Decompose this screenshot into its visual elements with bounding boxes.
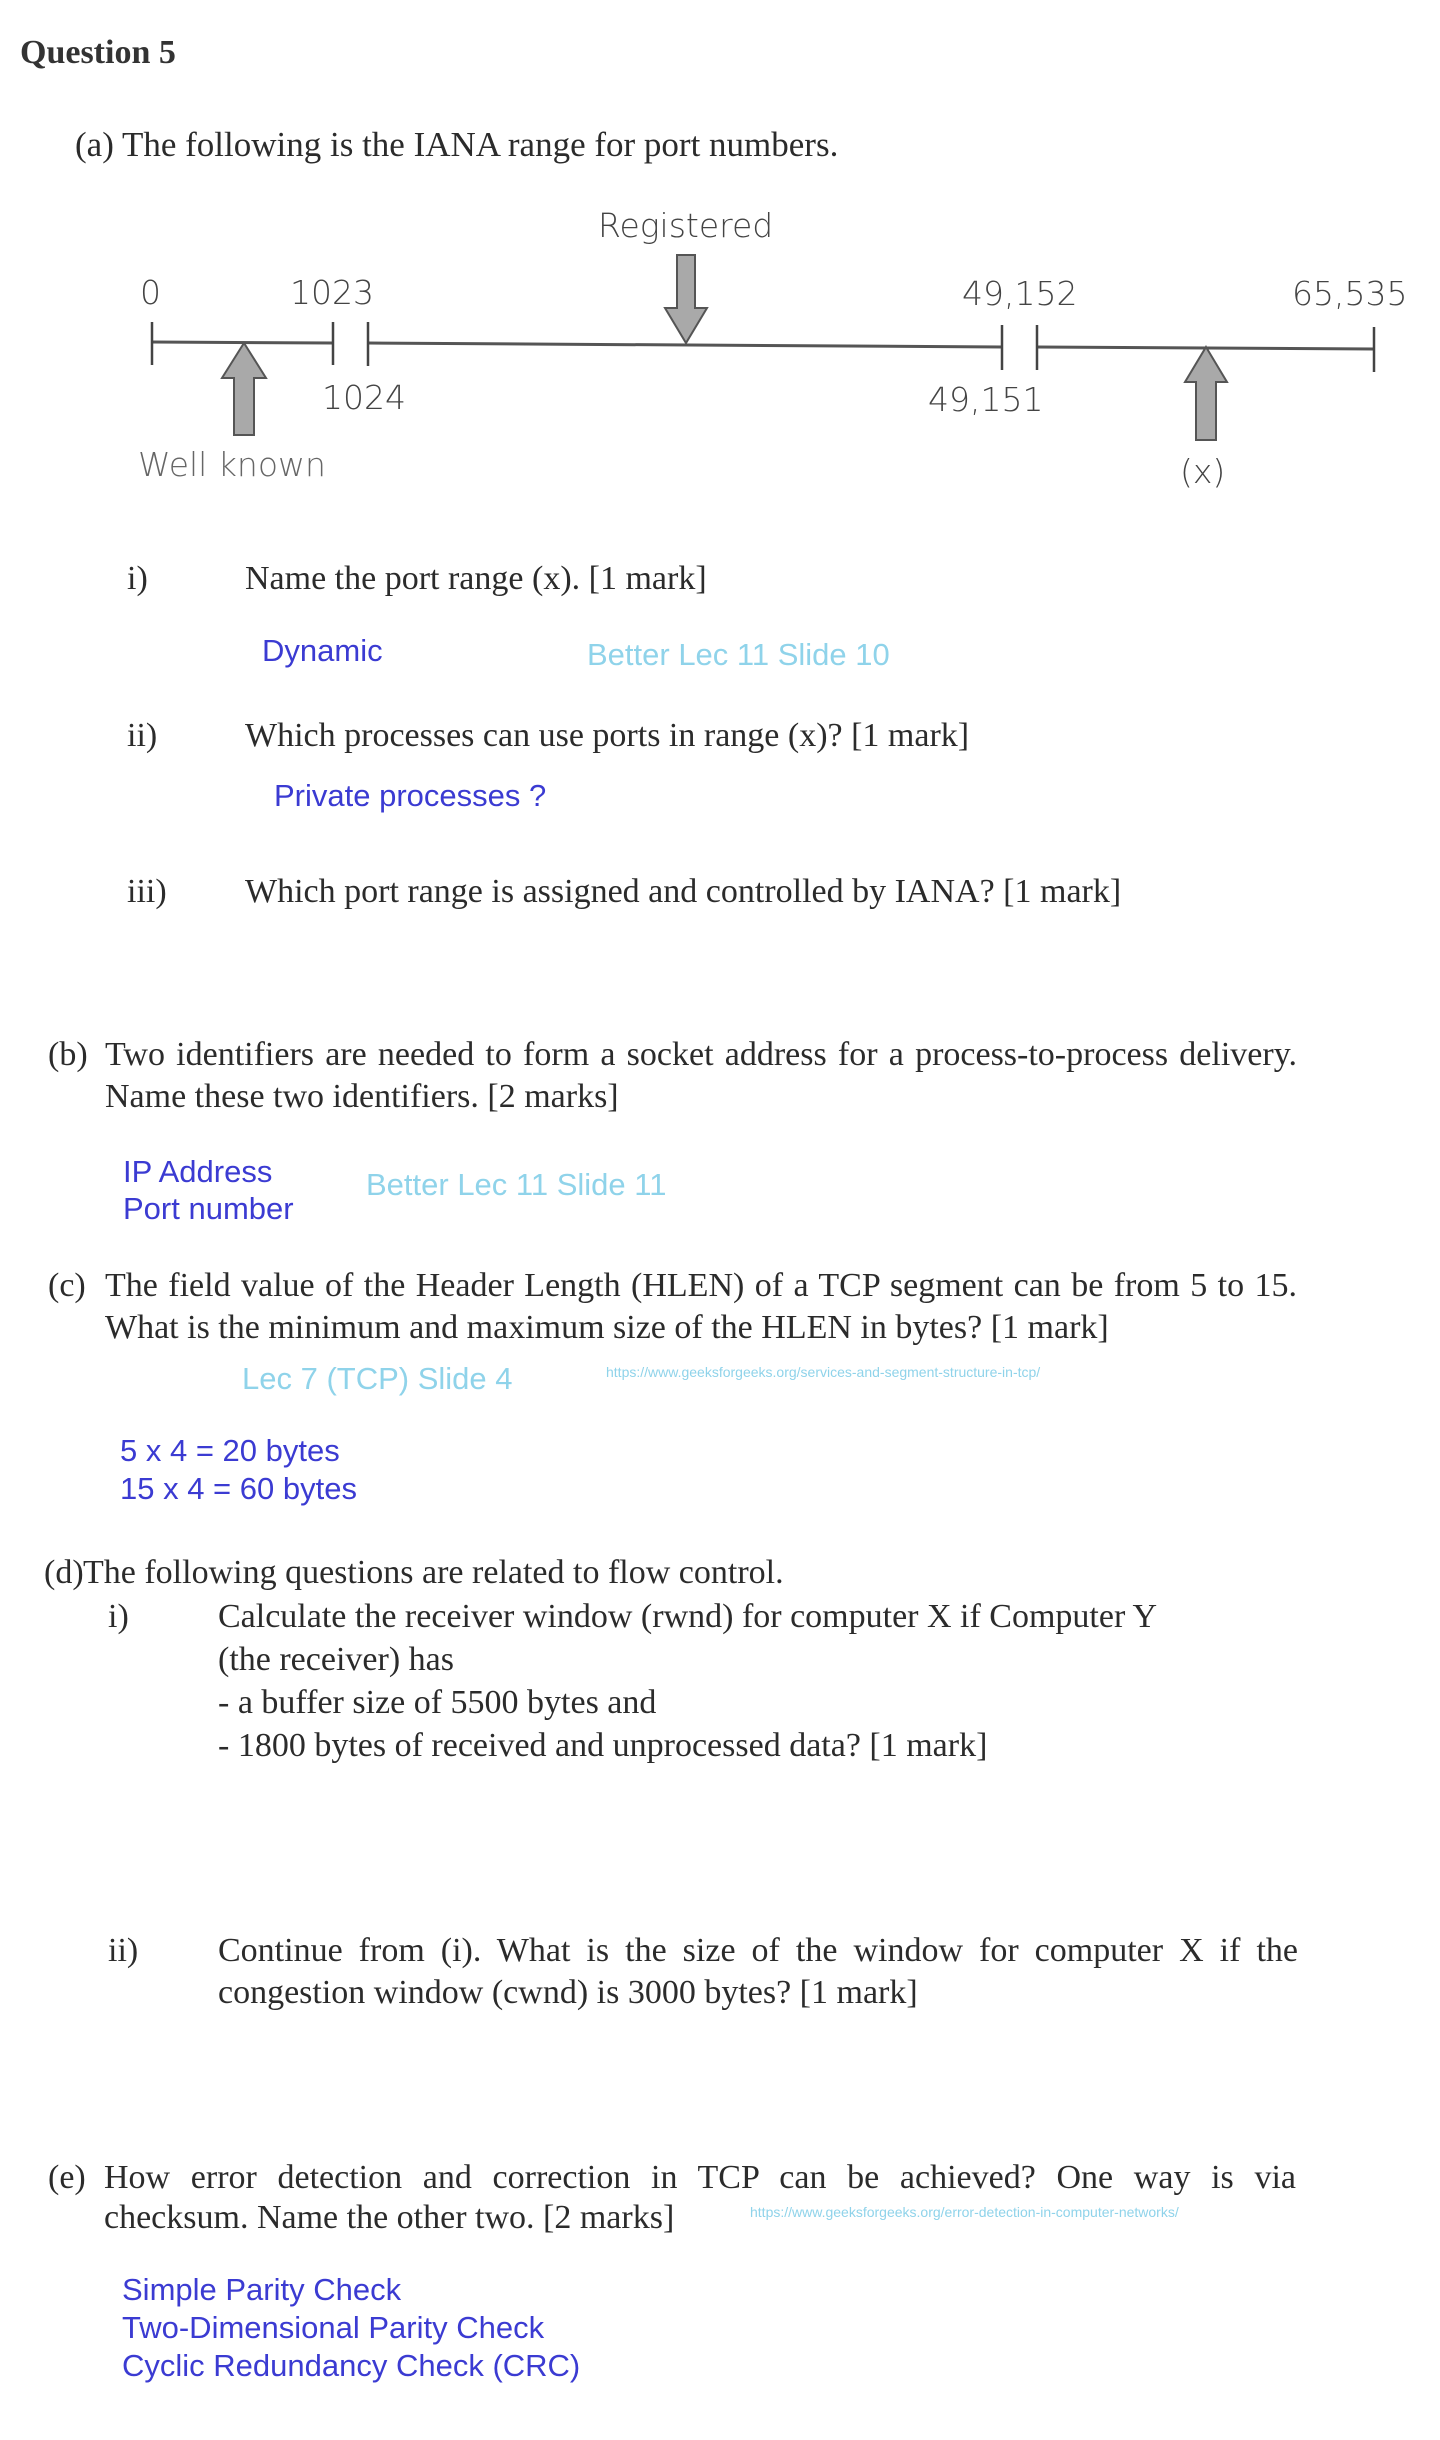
part-b-label: (b) xyxy=(48,1036,88,1073)
part-d-q1-line3: - a buffer size of 5500 bytes and xyxy=(218,1684,657,1721)
tick-label-65535: 65,535 xyxy=(1292,274,1408,313)
tick-label-49151: 49,151 xyxy=(928,380,1044,419)
well-known-label: Well known xyxy=(138,445,326,484)
part-d-q1-number: i) xyxy=(108,1598,129,1635)
part-c-reference: Lec 7 (TCP) Slide 4 xyxy=(242,1361,513,1396)
part-c-answer-min: 5 x 4 = 20 bytes xyxy=(120,1433,340,1468)
part-e-text-line2: checksum. Name the other two. [2 marks] xyxy=(104,2199,675,2236)
port-range-diagram xyxy=(0,190,1440,500)
part-d-q1-line4: - 1800 bytes of received and unprocessed data? [1 mark] xyxy=(218,1727,988,1764)
part-d-label: (d) xyxy=(44,1554,84,1591)
question-title: Question 5 xyxy=(20,34,176,71)
part-d-q1-line1: Calculate the receiver window (rwnd) for computer X if Computer Y xyxy=(218,1598,1158,1635)
part-e-url-link[interactable]: https://www.geeksforgeeks.org/error-detection-in-computer-networks/ xyxy=(750,2204,1179,2220)
part-d-intro: The following questions are related to flow control. xyxy=(83,1554,784,1591)
registered-label: Registered xyxy=(598,206,774,245)
part-a-q1-number: i) xyxy=(127,560,148,597)
part-c-text: The field value of the Header Length (HLEN) of a TCP segment can be from 5 to 15. What is the minimum and maximum size of the HLEN in bytes? [1 mark] xyxy=(105,1267,1297,1346)
part-c-url-link[interactable]: https://www.geeksforgeeks.org/services-and-segment-structure-in-tcp/ xyxy=(606,1364,1041,1380)
part-a-intro: (a) The following is the IANA range for port numbers. xyxy=(75,125,839,164)
part-b-answer-ip: IP Address xyxy=(123,1154,273,1189)
tick-label-49152: 49,152 xyxy=(962,274,1078,313)
part-b-answer-port: Port number xyxy=(123,1191,294,1226)
tick-label-0: 0 xyxy=(140,273,161,312)
part-c-answer-max: 15 x 4 = 60 bytes xyxy=(120,1471,357,1506)
part-a-q3-text: Which port range is assigned and controlled by IANA? [1 mark] xyxy=(245,873,1122,910)
part-e-answer-2: Two-Dimensional Parity Check xyxy=(122,2310,545,2345)
part-e-answer-1: Simple Parity Check xyxy=(122,2272,402,2307)
tick-label-1024: 1024 xyxy=(322,378,406,417)
part-a-q1-reference: Better Lec 11 Slide 10 xyxy=(587,637,890,672)
part-e-answer-3: Cyclic Redundancy Check (CRC) xyxy=(122,2348,581,2383)
part-d-q2-text: Continue from (i). What is the size of the window for computer X if the congestion window (cwnd) is 3000 bytes? [1 mark] xyxy=(218,1932,1298,2011)
part-d-q1-line2: (the receiver) has xyxy=(218,1641,454,1678)
part-e-label: (e) xyxy=(48,2159,86,2196)
part-d-q2-number: ii) xyxy=(108,1932,139,1969)
part-b-text: Two identifiers are needed to form a socket address for a process-to-process delivery. Name these two identifiers. [2 marks] xyxy=(105,1036,1297,1115)
part-a-q3-number: iii) xyxy=(127,873,167,910)
dynamic-marker-label: (x) xyxy=(1180,452,1226,491)
part-c-label: (c) xyxy=(48,1267,86,1304)
part-a-q2-number: ii) xyxy=(127,717,158,754)
part-a-q2-text: Which processes can use ports in range (x)? [1 mark] xyxy=(245,717,970,754)
tick-label-1023: 1023 xyxy=(290,273,374,312)
part-a-q2-answer: Private processes ? xyxy=(274,778,547,813)
part-e-text-line1: How error detection and correction in TCP can be achieved? One way is via xyxy=(104,2159,1296,2196)
part-a-q1-text: Name the port range (x). [1 mark] xyxy=(245,560,707,597)
part-a-q1-answer: Dynamic xyxy=(262,633,383,668)
part-b-reference: Better Lec 11 Slide 11 xyxy=(366,1167,667,1202)
